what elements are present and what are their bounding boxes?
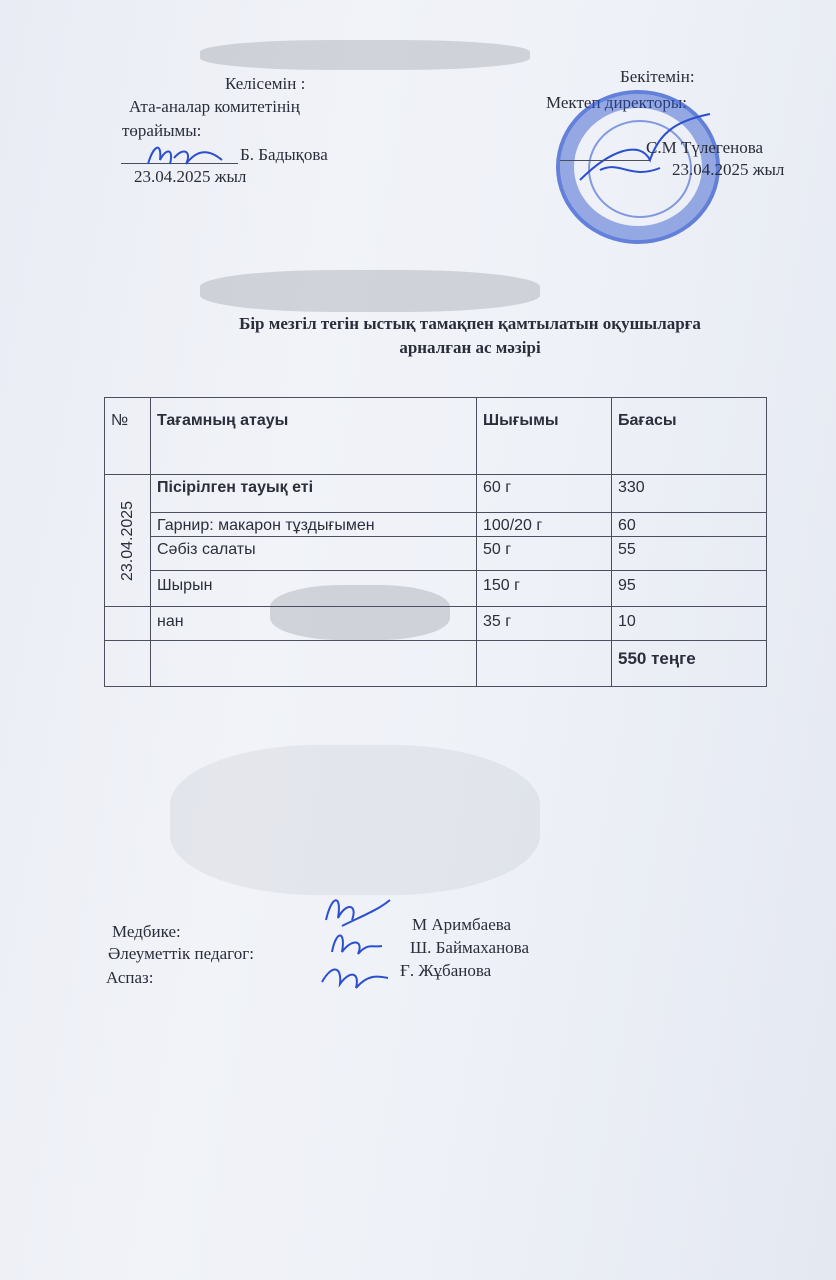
dish-yield: 100/20 г (477, 513, 612, 537)
empty-cell (151, 641, 477, 687)
director-name: С.М Түлегенова (646, 138, 764, 157)
empty-cell (477, 641, 612, 687)
nurse-role: Медбике: (112, 922, 181, 941)
left-date: 23.04.2025 жыл (134, 167, 247, 186)
right-date: 23.04.2025 жыл (672, 160, 785, 179)
dish-name: Шырын (151, 571, 477, 607)
date-cell (105, 475, 151, 607)
empty-cell (105, 641, 151, 687)
signature-line (560, 160, 650, 161)
table-row (105, 475, 767, 513)
smudge (200, 40, 530, 70)
dish-yield: 50 г (477, 537, 612, 571)
committee-chair-name: Б. Бадықова (240, 145, 328, 164)
nurse-name: М Аримбаева (412, 915, 512, 934)
dish-price: 95 (612, 571, 767, 607)
header-number: № (105, 398, 151, 475)
dish-name: Сәбіз салаты (151, 537, 477, 571)
empty-cell (105, 607, 151, 641)
dish-yield: 60 г (477, 475, 612, 513)
header-dish: Тағамның атауы (151, 398, 477, 475)
table-row (105, 607, 767, 641)
menu-table (104, 397, 767, 687)
committee-title-line1: Ата-аналар комитетінің (129, 97, 300, 116)
director-label: Мектеп директоры: (546, 93, 687, 112)
table-header-row (105, 398, 767, 475)
table-row (105, 513, 767, 537)
dish-yield: 150 г (477, 571, 612, 607)
header-yield: Шығымы (477, 398, 612, 475)
agree-label: Келісемін : (225, 74, 306, 93)
menu-title-line2: арналған ас мәзірі (399, 338, 541, 357)
dish-name: нан (151, 607, 477, 641)
smudge (170, 745, 540, 895)
dish-price: 330 (612, 475, 767, 513)
dish-price: 55 (612, 537, 767, 571)
total-price: 550 теңге (612, 641, 767, 687)
header-price: Бағасы (612, 398, 767, 475)
social-pedagogue-role: Әлеуметтік педагог: (108, 944, 254, 963)
signatures-handwritten-icon (312, 890, 402, 1000)
menu-title-line1: Бір мезгіл тегін ыстық тамақпен қамтылатын оқушыларға (239, 314, 701, 333)
cook-role: Аспаз: (106, 968, 154, 987)
cook-name: Ғ. Жұбанова (400, 961, 492, 980)
dish-yield: 35 г (477, 607, 612, 641)
dish-price: 10 (612, 607, 767, 641)
dish-name: Гарнир: макарон тұздығымен (151, 513, 477, 537)
approve-label: Бекітемін: (620, 67, 695, 86)
menu-date: 23.04.2025 (118, 500, 136, 581)
committee-title-line2: төрайымы: (122, 121, 202, 140)
social-pedagogue-name: Ш. Баймаханова (410, 938, 530, 957)
table-row (105, 537, 767, 571)
dish-name: Пісірілген тауық еті (151, 475, 477, 513)
total-row (105, 641, 767, 687)
dish-price: 60 (612, 513, 767, 537)
smudge (200, 270, 540, 312)
table-row (105, 571, 767, 607)
